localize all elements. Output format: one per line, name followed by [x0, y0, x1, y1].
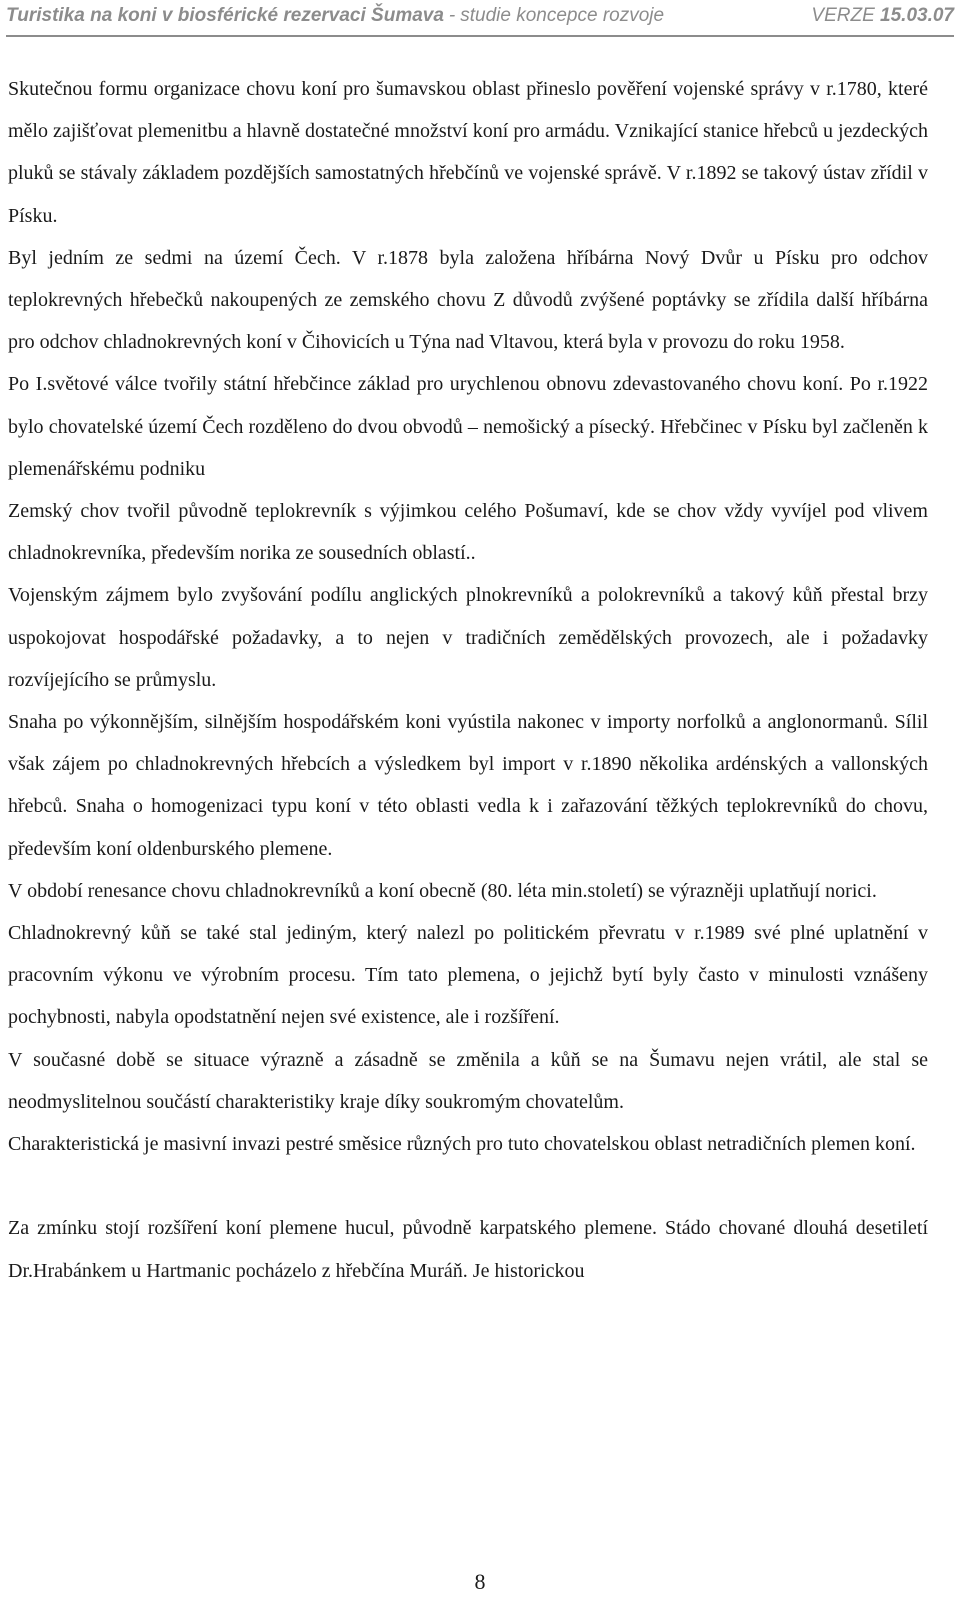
paragraph: Byl jedním ze sedmi na území Čech. V r.1878 byla založena hříbárna Nový Dvůr u Písku pro odchov teplokrevných hřebečků nakoupených ze zemského chovu Z důvodů zvýšené poptávky se zřídila další hříbárna pro odchov chladnokrevných koní v Čihovicích u Týna nad Vltavou, která byla v provozu do roku 1958. [8, 246, 928, 354]
paragraph: Za zmínku stojí rozšíření koní plemene hucul, původně karpatského plemene. Stádo chované dlouhá desetiletí Dr.Hrabánkem u Hartmanic pocházelo z hřebčína Muráň. Je historickou [8, 1217, 928, 1282]
paragraph: Skutečnou formu organizace chovu koní pro šumavskou oblast přineslo pověření vojenské správy v r.1780, které mělo zajišťovat plemenitbu a hlavně dostatečné množství koní pro armádu. Vznikající stanice hřebců u jezdeckých pluků se stávaly základem pozdějších samostatných hřebčínů ve vojenské správě. V r.1892 se takový ústav zřídil v Písku. [8, 78, 928, 227]
paragraph: Vojenským zájmem bylo zvyšování podílu anglických plnokrevníků a polokrevníků a takový kůň přestal brzy uspokojovat hospodářské požadavky, a to nejen v tradičních zemědělských provozech, ale i požadavky rozvíjejícího se průmyslu. [8, 584, 928, 691]
header-project-name: Turistika na koni v biosférické rezervaci Šumava [6, 5, 444, 26]
header-divider [6, 35, 954, 37]
paragraph: V období renesance chovu chladnokrevníků a koní obecně (80. léta min.století) se výrazněji uplatňují norici. [8, 879, 877, 902]
paragraph: Charakteristická je masivní invazi pestré směsice různých pro tuto chovatelskou oblast netradičních plemen koní. [8, 1133, 916, 1156]
paragraph: Snaha po výkonnějším, silnějším hospodářském koni vyústila nakonec v importy norfolků a anglonormanů. Sílil však zájem po chladnokrevných hřebcích a výsledkem byl import v r.1890 několika ardénských a vallonských hřebců. Snaha o homogenizaci typu koní v této oblasti vedla k i zařazování těžkých teplokrevníků do chovu, především koní oldenburského plemene. [8, 711, 928, 860]
paragraph: V současné době se situace výrazně a zásadně se změnila a kůň se na Šumavu nejen vrátil, ale stal se neodmyslitelnou součástí charakteristiky kraje díky soukromým chovatelům. [8, 1048, 928, 1113]
header-version-label: VERZE [811, 5, 875, 26]
paragraph: Po I.světové válce tvořily státní hřebčince základ pro urychlenou obnovu zdevastovaného chovu koní. Po r.1922 bylo chovatelské území Čech rozděleno do dvou obvodů – nemošický a písecký. Hřebčinec v Písku byl začleněn k plemenářskému podniku [8, 373, 928, 480]
paragraph: Chladnokrevný kůň se také stal jediným, který nalezl po politickém převratu v r.1989 své plné uplatnění v pracovním výkonu ve výrobním procesu. Tím tato plemena, o jejichž bytí byly často v minulosti vznášeny pochybnosti, nabyla opodstatnění nejen své existence, ale i rozšíření. [8, 922, 928, 1029]
running-header [6, 0, 954, 32]
header-subtitle: studie koncepce rozvoje [460, 5, 665, 26]
header-separator: - [448, 5, 456, 26]
document-body [8, 68, 928, 1292]
header-title [6, 5, 664, 27]
header-version [811, 5, 954, 27]
paragraph: Zemský chov tvořil původně teplokrevník s výjimkou celého Pošumaví, kde se chov vždy vyvíjel pod vlivem chladnokrevníka, především norika ze sousedních oblastí.. [8, 500, 928, 565]
page-number: 8 [474, 1569, 486, 1594]
blank-line [8, 1165, 928, 1207]
header-version-date: 15.03.07 [880, 5, 954, 26]
